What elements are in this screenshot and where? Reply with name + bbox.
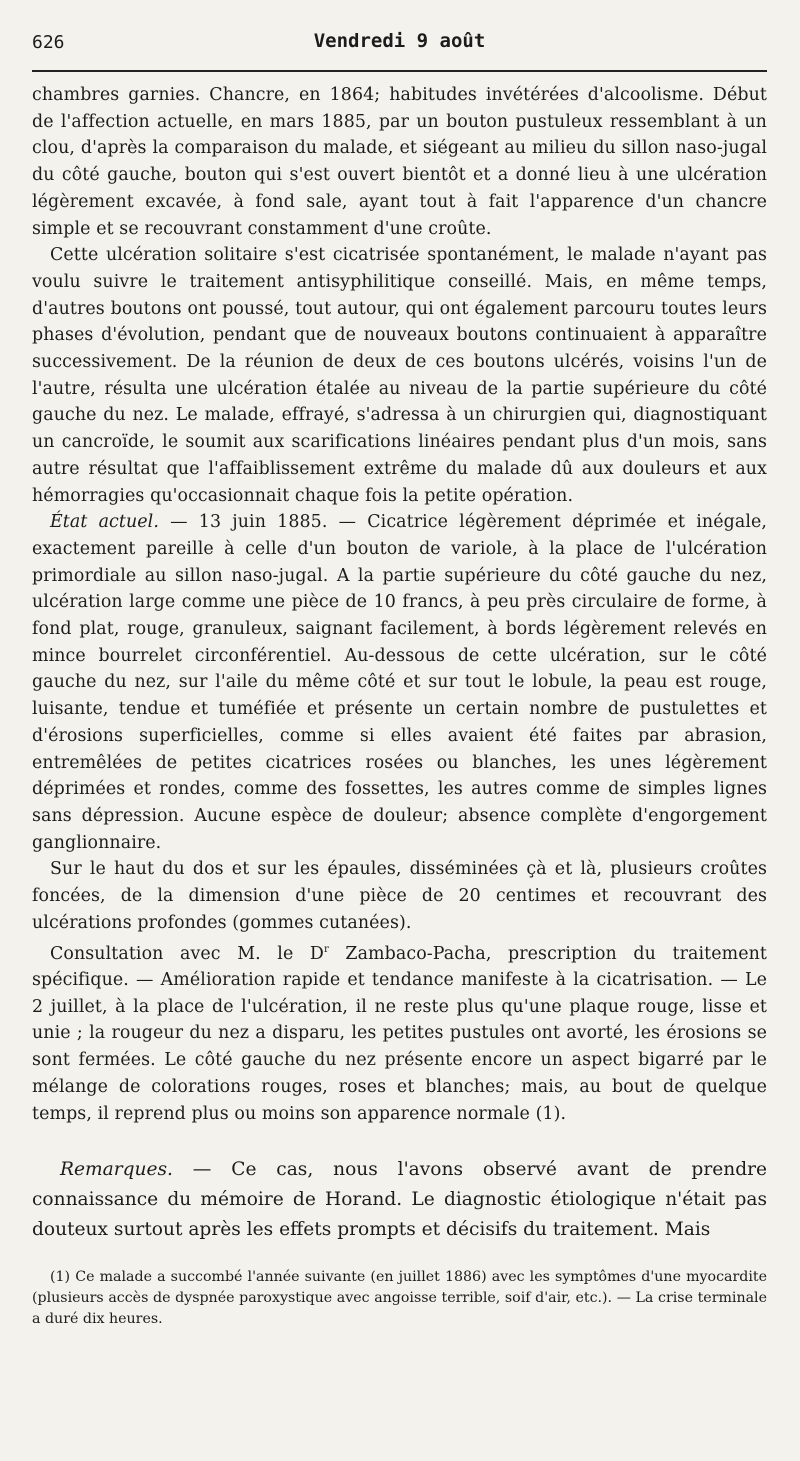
remarks-text: — Ce cas, nous l'avons observé avant de prendre connaissance du mémoire de Horand. Le diagnostic étiologique n'était pas douteux surtout après les effets prompts et décisifs du traitement. Mais (32, 1159, 767, 1241)
section-label: État actuel. (50, 512, 159, 533)
page-number: 626 (32, 32, 65, 53)
running-title: Vendredi 9 août (313, 30, 486, 52)
paragraph: Sur le haut du dos et sur les épaules, disséminées çà et là, plusieurs croûtes foncées, de la dimension d'une pièce de 20 centimes et recouvrant des ulcérations profondes (gommes cutanées). (32, 859, 767, 933)
running-header (32, 30, 767, 60)
remarks-section (32, 1155, 767, 1245)
footnote-text: (1) Ce malade a succombé l'année suivante (en juillet 1886) avec les symptômes d'une myocardite (plusieurs accès de dyspnée paroxystique avec angoisse terrible, soif d'air, etc.). — La crise terminale a duré dix heures. (32, 1269, 767, 1328)
paragraph-consultation (32, 937, 767, 1128)
remarks-paragraph (32, 1155, 767, 1245)
paragraph-etat-actuel (32, 509, 767, 856)
book-page (32, 30, 767, 1330)
superscript: r (323, 943, 329, 955)
paragraph: Cette ulcération solitaire s'est cicatrisée spontanément, le malade n'ayant pas voulu suivre le traitement antisyphilitique conseillé. Mais, en même temps, d'autres boutons ont poussé, tout autour, qui ont également parcouru toutes leurs phases d'évolution, pendant que de nouveaux boutons continuaient à apparaître successivement. De la réunion de deux de ces boutons ulcérés, voisins l'un de l'autre, résulta une ulcération étalée au niveau de la partie supérieure du côté gauche du nez. Le malade, effrayé, s'adressa à un chirurgien qui, diagnostiquant un cancroïde, le soumit aux scarifications linéaires pendant plus d'un mois, sans autre résultat que l'affaiblissement extrême du malade dû aux douleurs et aux hémorragies qu'occasionnait chaque fois la petite opération. (32, 245, 767, 506)
header-rule (32, 70, 767, 72)
main-text (32, 82, 767, 1127)
remarks-heading: Remarques. (60, 1159, 173, 1181)
paragraph-text: Consultation avec M. le D (50, 943, 324, 964)
paragraph: chambres garnies. Chancre, en 1864; habitudes invétérées d'alcoolisme. Début de l'affection actuelle, en mars 1885, par un bouton pustuleux ressemblant à un clou, d'après la comparaison du malade, et siégeant au milieu du sillon naso-jugal du côté gauche, bouton qui s'est ouvert bientôt et a donné lieu à une ulcération légèrement excavée, à fond sale, ayant tout à fait l'apparence d'un chancre simple et se recouvrant constamment d'une croûte. (32, 85, 767, 239)
paragraph-text: — 13 juin 1885. — Cicatrice légèrement déprimée et inégale, exactement pareille à celle d'un bouton de variole, à la place de l'ulcération primordiale au sillon naso-jugal. A la partie supérieure du côté gauche du nez, ulcération large comme une pièce de 10 francs, à peu près circulaire de forme, à fond plat, rouge, granuleux, saignant facilement, à bords légèrement relevés en mince bourrelet circonférentiel. Au-dessous de cette ulcération, sur le côté gauche du nez, sur l'aile du même côté et sur tout le lobule, la peau est rouge, luisante, tendue et tuméfiée et présente un certain nombre de pustulettes et d'érosions superficielles, comme si elles avaient été faites par abrasion, entremêlées de petites cicatrices rosées ou blanches, les unes légèrement déprimées et rondes, comme des fossettes, les autres comme de simples lignes sans dépression. Aucune espèce de douleur; absence complète d'engorgement ganglionnaire. (32, 512, 768, 853)
footnote (32, 1267, 767, 1330)
paragraph-text: Zambaco-Pacha, prescription du traitement spécifique. — Amélioration rapide et tendance manifeste à la cicatrisation. — Le 2 juillet, à la place de l'ulcération, il ne reste plus qu'une plaque rouge, lisse et unie ; la rougeur du nez a disparu, les petites pustules ont avorté, les érosions se sont fermées. Le côté gauche du nez présente encore un aspect bigarré par le mélange de colorations rouges, roses et blanches; mais, au bout de quelque temps, il reprend plus ou moins son apparence normale (1). (32, 943, 767, 1124)
